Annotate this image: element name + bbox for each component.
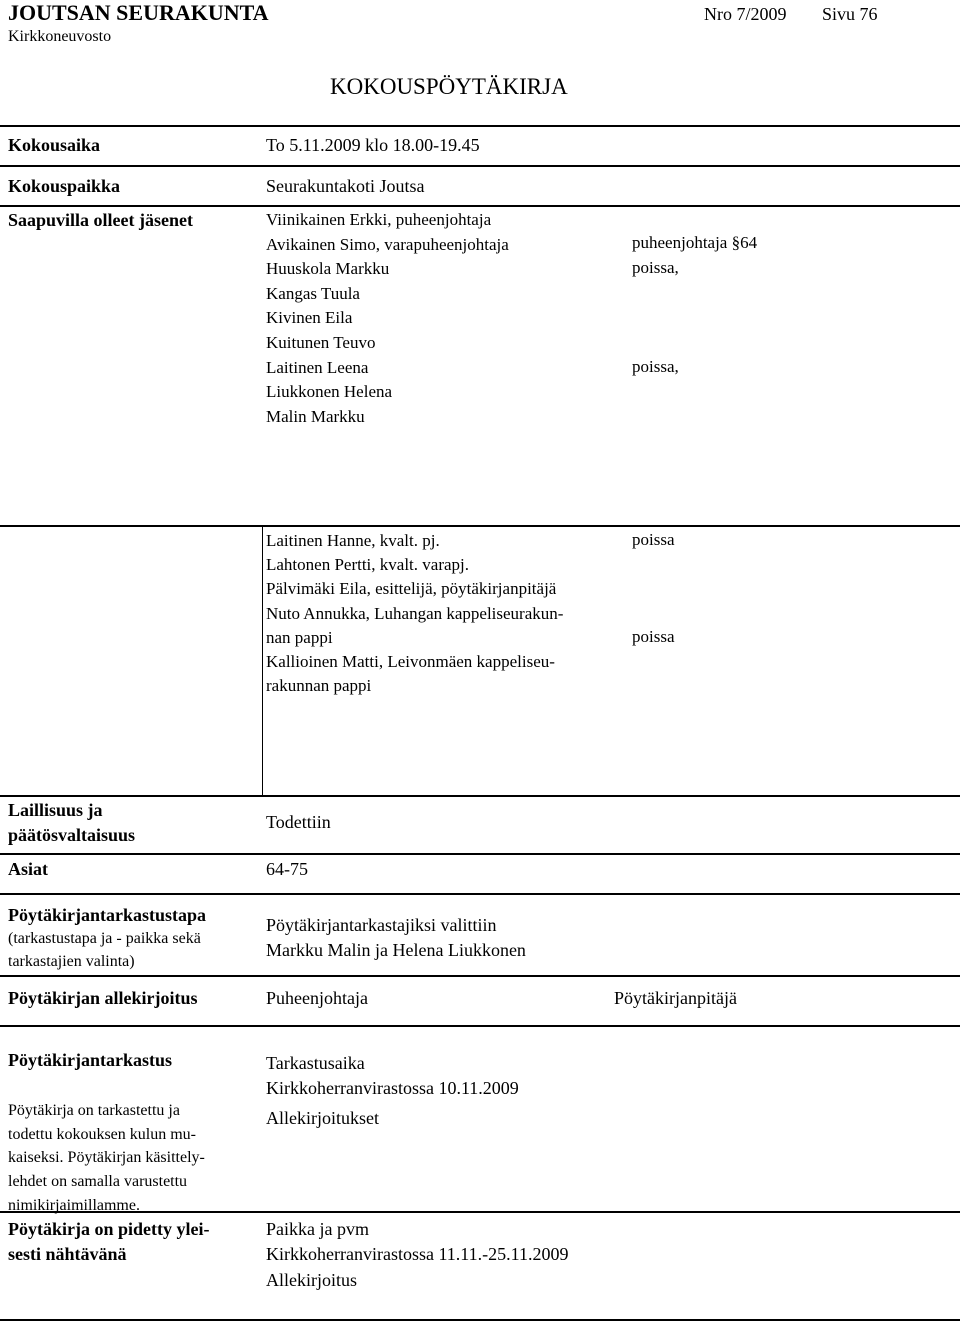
list-item: Malin Markku (266, 406, 365, 426)
inspection-method-sublabel: (tarkastustapa ja - paikka sekä (8, 930, 201, 947)
inspection-note (8, 1099, 205, 1218)
list-item: Kivinen Eila (266, 308, 353, 328)
rule (0, 1025, 960, 1027)
column-divider (262, 526, 263, 795)
legality-label: päätösvaltaisuus (8, 825, 136, 845)
list-item: Huuskola Markku (266, 259, 390, 279)
member-status: poissa, (632, 357, 679, 376)
rule (0, 1319, 960, 1321)
note-line: kaiseksi. Pöytäkirjan käsittely- (8, 1149, 205, 1167)
other-attendees-list (266, 529, 563, 698)
list-item: Lahtonen Pertti, kvalt. varapj. (266, 555, 469, 575)
secretary-signature: Pöytäkirjanpitäjä (614, 988, 737, 1008)
inspection-time-value: Kirkkoherranvirastossa 10.11.2009 (266, 1078, 519, 1098)
matters-label: Asiat (8, 859, 48, 879)
organization-name: JOUTSAN SEURAKUNTA (8, 0, 269, 25)
public-place-label: Paikka ja pvm (266, 1219, 369, 1239)
list-item: Liukkonen Helena (266, 382, 393, 402)
meeting-place-label: Kokouspaikka (8, 176, 121, 196)
inspectors-names: Markku Malin ja Helena Liukkonen (266, 940, 526, 960)
rule (0, 525, 960, 527)
legality-label: Laillisuus ja (8, 800, 103, 820)
note-line: Pöytäkirja on tarkastettu ja (8, 1102, 180, 1119)
rule (0, 795, 960, 797)
chair-signature: Puheenjohtaja (266, 988, 368, 1008)
rule (0, 853, 960, 855)
list-item: Kuitunen Teuvo (266, 332, 376, 352)
legality-value: Todettiin (266, 812, 331, 832)
list-item: nan pappi (266, 627, 333, 647)
inspectors-line: Pöytäkirjantarkastajiksi valittiin (266, 915, 497, 935)
note-line: nimikirjaimillamme. (8, 1196, 140, 1214)
list-item: Laitinen Hanne, kvalt. pj. (266, 531, 440, 550)
member-status: puheenjohtaja §64 (632, 233, 758, 252)
inspection-signatures: Allekirjoitukset (266, 1108, 379, 1128)
body-name: Kirkkoneuvosto (8, 28, 112, 45)
list-item: Kangas Tuula (266, 283, 360, 303)
public-display-label: Pöytäkirja on pidetty ylei- (8, 1219, 210, 1239)
meeting-time-label: Kokousaika (8, 135, 101, 155)
inspection-method-label: Pöytäkirjantarkastustapa (8, 905, 207, 925)
list-item: rakunnan pappi (266, 676, 372, 696)
inspection-label: Pöytäkirjantarkastus (8, 1050, 173, 1070)
note-line: todettu kokouksen kulun mu- (8, 1125, 196, 1143)
list-item: Nuto Annukka, Luhangan kappeliseurakun- (266, 603, 564, 623)
list-item: Pälvimäki Eila, esittelijä, pöytäkirjanpitäjä (266, 579, 557, 599)
meeting-time-value: To 5.11.2009 klo 18.00-19.45 (266, 135, 480, 155)
members-list (266, 208, 509, 429)
inspection-method-sublabel: tarkastajien valinta) (8, 953, 135, 970)
rule (0, 975, 960, 977)
public-signature: Allekirjoitus (266, 1270, 357, 1290)
rule (0, 165, 960, 167)
meeting-place-value: Seurakuntakoti Joutsa (266, 176, 425, 196)
list-item: Avikainen Simo, varapuheenjohtaja (266, 234, 509, 254)
signature-label: Pöytäkirjan allekirjoitus (8, 988, 198, 1008)
inspection-time-label: Tarkastusaika (266, 1053, 365, 1073)
attendee-status: poissa (632, 530, 675, 549)
present-members-label: Saapuvilla olleet jäsenet (8, 210, 193, 230)
public-place-value: Kirkkoherranvirastossa 11.11.-25.11.2009 (266, 1244, 569, 1264)
matters-value: 64-75 (266, 859, 308, 879)
public-display-label: sesti nähtävänä (8, 1244, 127, 1264)
attendee-status: poissa (632, 627, 675, 646)
document-title: KOKOUSPÖYTÄKIRJA (330, 74, 568, 99)
note-line: lehdet on samalla varustettu (8, 1173, 188, 1191)
rule (0, 205, 960, 207)
list-item: Laitinen Leena (266, 357, 369, 377)
rule (0, 893, 960, 895)
member-status: poissa, (632, 258, 679, 277)
page-number: Sivu 76 (822, 4, 878, 24)
rule (0, 125, 960, 127)
document-number: Nro 7/2009 (704, 4, 787, 24)
list-item: Viinikainen Erkki, puheenjohtaja (266, 210, 492, 229)
list-item: Kallioinen Matti, Leivonmäen kappeliseu- (266, 652, 555, 672)
